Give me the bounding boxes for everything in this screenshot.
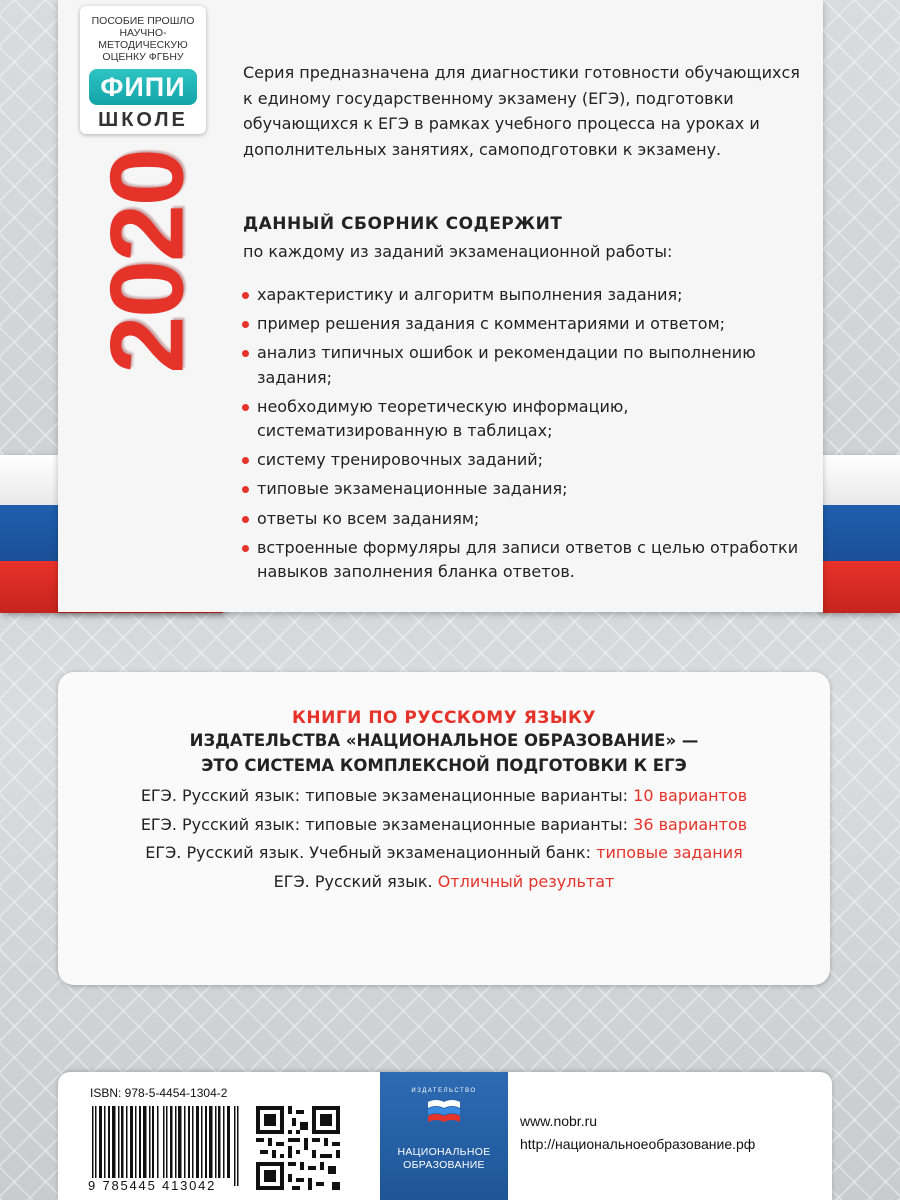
intro-text: Серия предназначена для диагностики готовности обучающихся к единому государственному экзамену (ЕГЭ), подготовки обучающихся к ЕГЭ в рамках учебного процесса на уроках и дополнительных занятиях, самоподготовки к экзамену. bbox=[243, 63, 800, 159]
list-item: анализ типичных ошибок и рекомендации по выполнению задания; bbox=[240, 341, 810, 390]
bullet-icon bbox=[242, 350, 249, 357]
book-item: ЕГЭ. Русский язык: типовые экзаменационные варианты: 36 вариантов bbox=[140, 814, 748, 834]
flag-emblem-icon bbox=[426, 1096, 462, 1128]
website-link-rf[interactable]: http://национальноеобразование.рф bbox=[520, 1136, 756, 1152]
isbn-label: ISBN: 978-5-4454-1304-2 bbox=[90, 1086, 228, 1100]
books-subtitle-2: ЭТО СИСТЕМА КОМПЛЕКСНОЙ ПОДГОТОВКИ К ЕГЭ bbox=[201, 756, 687, 775]
bullet-icon bbox=[242, 404, 249, 411]
bullet-icon bbox=[242, 486, 249, 493]
bullet-icon bbox=[242, 292, 249, 299]
list-item: пример решения задания с комментариями и ответом; bbox=[240, 312, 810, 337]
barcode bbox=[90, 1106, 242, 1186]
imprint-band bbox=[58, 1072, 832, 1200]
fipi-badge bbox=[80, 6, 206, 134]
book-item: ЕГЭ. Русский язык. Отличный результат bbox=[273, 871, 615, 891]
books-list bbox=[58, 782, 830, 896]
year-label: 2020 bbox=[89, 150, 206, 374]
contents-heading: ДАННЫЙ СБОРНИК СОДЕРЖИТ bbox=[243, 214, 563, 234]
list-item: необходимую теоретическую информацию, систематизированную в таблицах; bbox=[240, 395, 810, 444]
bullet-icon bbox=[242, 545, 249, 552]
bullet-icon bbox=[242, 321, 249, 328]
book-item: ЕГЭ. Русский язык: типовые экзаменационные варианты: 10 вариантов bbox=[140, 786, 748, 805]
publisher-logo bbox=[380, 1072, 508, 1200]
list-item: характеристику и алгоритм выполнения задания; bbox=[240, 283, 810, 308]
publisher-links bbox=[520, 1110, 755, 1156]
fipi-note: ПОСОБИЕ ПРОШЛО НАУЧНО-МЕТОДИЧЕСКУЮ ОЦЕНКУ ФГБНУ bbox=[91, 15, 195, 63]
books-title: КНИГИ ПО РУССКОМУ ЯЗЫКУ bbox=[291, 708, 597, 728]
list-item: систему тренировочных заданий; bbox=[240, 448, 810, 473]
fipi-school: ШКОЛЕ bbox=[98, 109, 188, 131]
book-item: ЕГЭ. Русский язык. Учебный экзаменационный банк: типовые задания bbox=[145, 843, 743, 862]
list-item: ответы ко всем заданиям; bbox=[240, 507, 810, 532]
russian-flag-right bbox=[823, 455, 900, 613]
contents-subheading: по каждому из заданий экзаменационной работы: bbox=[243, 242, 673, 261]
bullet-icon bbox=[242, 457, 249, 464]
publisher-name: НАЦИОНАЛЬНОЕ ОБРАЗОВАНИЕ bbox=[397, 1146, 491, 1171]
books-subtitle-1: ИЗДАТЕЛЬСТВА «НАЦИОНАЛЬНОЕ ОБРАЗОВАНИЕ» — bbox=[189, 731, 699, 750]
website-link[interactable]: www.nobr.ru bbox=[520, 1113, 598, 1129]
qr-code bbox=[256, 1106, 340, 1190]
list-item: встроенные формуляры для записи ответов с целью отработки навыков заполнения бланка ответов. bbox=[240, 536, 810, 585]
contents-list bbox=[240, 283, 810, 589]
fipi-logo: ФИПИ bbox=[89, 69, 197, 105]
barcode-digits: 9 785445 413042 bbox=[88, 1178, 217, 1193]
bullet-icon bbox=[242, 516, 249, 523]
list-item: типовые экзаменационные задания; bbox=[240, 477, 810, 502]
publisher-small: ИЗДАТЕЛЬСТВО bbox=[411, 1088, 477, 1094]
books-panel bbox=[58, 672, 830, 985]
